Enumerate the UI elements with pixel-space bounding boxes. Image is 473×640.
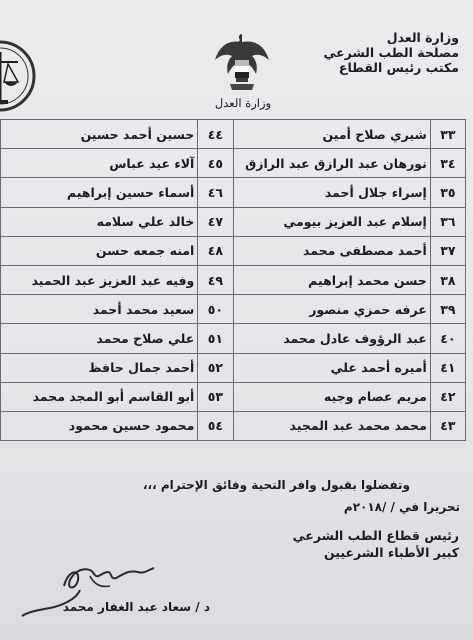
office-name: مكتب رئيس القطاع xyxy=(338,60,459,75)
left-number-cell: ٤٧ xyxy=(198,207,233,236)
table-row xyxy=(1,382,466,411)
letterhead xyxy=(289,30,459,75)
right-number-cell: ٣٧ xyxy=(430,236,465,265)
right-name-cell: عرفه حمزي منصور xyxy=(233,295,430,324)
table-row xyxy=(1,149,466,178)
signatory-name: د / سعاد عبد الغفار محمد xyxy=(62,600,210,614)
left-name-cell: علي صلاح محمد xyxy=(1,324,198,353)
right-name-cell: نورهان عبد الرازق عبد الرازق xyxy=(233,149,430,178)
table-row xyxy=(1,324,466,353)
table-row xyxy=(1,411,466,440)
left-name-cell: أسماء حسين إبراهيم xyxy=(1,178,198,207)
left-name-cell: أبو القاسم أبو المجد محمد xyxy=(1,382,198,411)
left-number-cell: ٥٠ xyxy=(198,295,233,324)
right-number-cell: ٤٣ xyxy=(430,411,465,440)
table-row xyxy=(1,178,466,207)
right-name-cell: إسراء جلال أحمد xyxy=(233,178,430,207)
right-number-cell: ٣٣ xyxy=(430,120,465,149)
table-row xyxy=(1,265,466,294)
left-name-cell: حسين أحمد حسين xyxy=(1,120,198,149)
right-name-cell: أميره أحمد علي xyxy=(233,353,430,382)
right-number-cell: ٣٨ xyxy=(430,265,465,294)
ministry-name: وزارة العدل xyxy=(386,30,459,45)
signatory-title-2: كبير الأطباء الشرعيين xyxy=(324,545,459,560)
left-name-cell: وفيه عبد العزيز عبد الحميد xyxy=(1,265,198,294)
left-number-cell: ٤٩ xyxy=(198,265,233,294)
left-number-cell: ٥٣ xyxy=(198,382,233,411)
right-name-cell: مريم عصام وجيه xyxy=(233,382,430,411)
signatory-titles xyxy=(259,527,459,561)
department-name: مصلحة الطب الشرعي xyxy=(323,45,459,60)
left-name-cell: محمود حسين محمود xyxy=(1,411,198,440)
right-name-cell: شيري صلاح أمين xyxy=(233,120,430,149)
table-row xyxy=(1,353,466,382)
right-number-cell: ٣٥ xyxy=(430,178,465,207)
table-row xyxy=(1,120,466,149)
right-name-cell: أحمد مصطفى محمد xyxy=(233,236,430,265)
left-name-cell: آلاء عيد عباس xyxy=(1,149,198,178)
left-number-cell: ٥٢ xyxy=(198,353,233,382)
table-row xyxy=(1,236,466,265)
date-line: تحريرا في / /٢٠١٨م xyxy=(343,500,460,514)
left-number-cell: ٤٤ xyxy=(198,120,233,149)
left-name-cell: أحمد جمال حافظ xyxy=(1,353,198,382)
names-table xyxy=(0,119,466,441)
right-name-cell: إسلام عبد العزيز بيومي xyxy=(233,207,430,236)
eagle-emblem-icon xyxy=(212,30,272,96)
right-number-cell: ٤٠ xyxy=(430,324,465,353)
table-row xyxy=(1,207,466,236)
justice-scales-logo xyxy=(0,30,36,122)
right-number-cell: ٣٩ xyxy=(430,295,465,324)
right-name-cell: عبد الرؤوف عادل محمد xyxy=(233,324,430,353)
right-number-cell: ٣٤ xyxy=(430,149,465,178)
right-number-cell: ٣٦ xyxy=(430,207,465,236)
right-name-cell: حسن محمد إبراهيم xyxy=(233,265,430,294)
left-name-cell: خالد علي سلامه xyxy=(1,207,198,236)
left-name-cell: سعيد محمد أحمد xyxy=(1,295,198,324)
right-number-cell: ٤٢ xyxy=(430,382,465,411)
left-number-cell: ٤٨ xyxy=(198,236,233,265)
closing-line: وتفضلوا بقبول وافر التحية وفائق الإحترام ،،، xyxy=(142,478,410,492)
signatory-title-1: رئيس قطاع الطب الشرعي xyxy=(292,528,459,543)
left-number-cell: ٤٦ xyxy=(198,178,233,207)
table-row xyxy=(1,295,466,324)
emblem-caption: وزارة العدل xyxy=(214,96,272,110)
left-number-cell: ٥١ xyxy=(198,324,233,353)
right-name-cell: محمد محمد عبد المجيد xyxy=(233,411,430,440)
right-number-cell: ٤١ xyxy=(430,353,465,382)
left-number-cell: ٥٤ xyxy=(198,411,233,440)
left-number-cell: ٤٥ xyxy=(198,149,233,178)
left-name-cell: امنه جمعه حسن xyxy=(1,236,198,265)
